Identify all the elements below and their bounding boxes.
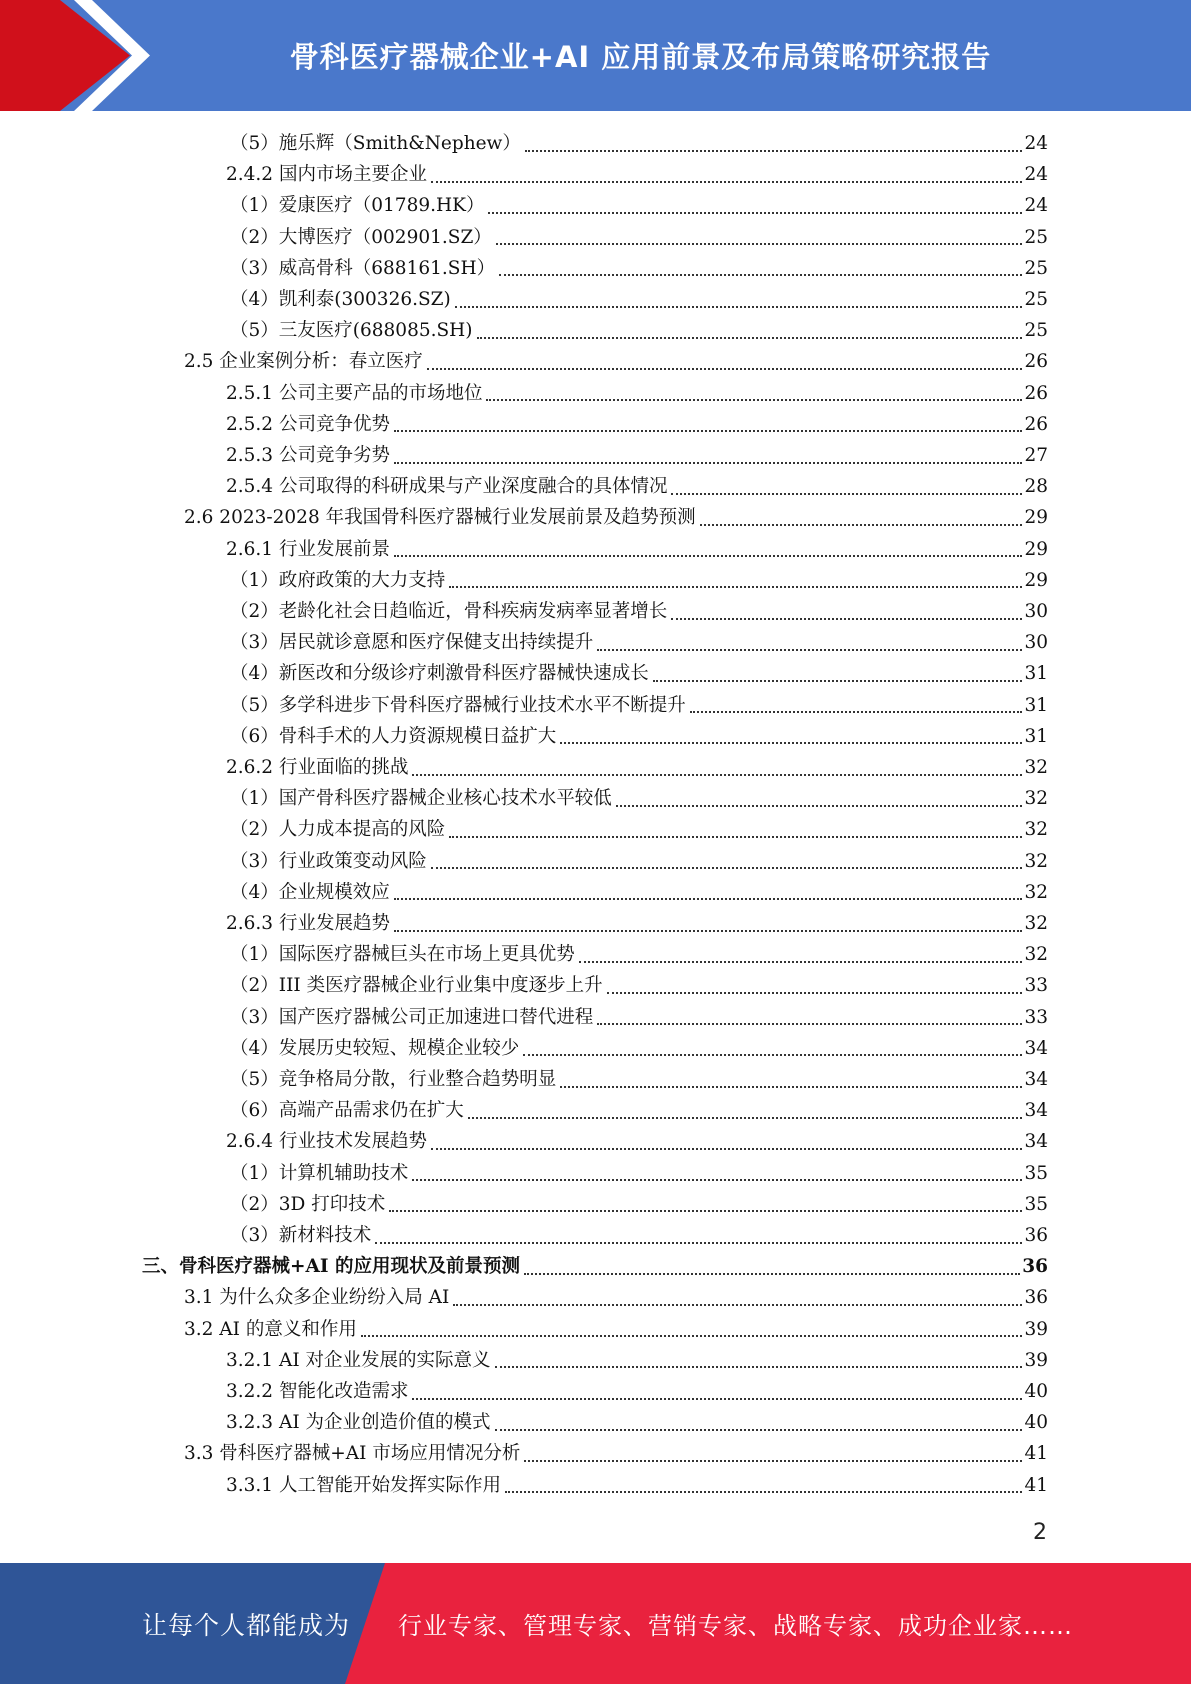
toc-entry-title: （1）爱康医疗（01789.HK） — [230, 195, 485, 217]
toc-entry[interactable] — [226, 440, 1048, 471]
footer-slogan-left: 让每个人都能成为 — [142, 1610, 351, 1640]
toc-entry-title: 3.1 为什么众多企业纷纷入局 AI — [184, 1287, 450, 1309]
toc-entry-title: （1）国产骨科医疗器械企业核心技术水平较低 — [230, 788, 612, 810]
toc-entry-page: 32 — [1024, 913, 1048, 934]
toc-entry-title: 2.5.1 公司主要产品的市场地位 — [226, 382, 483, 404]
toc-entry[interactable] — [226, 1376, 1048, 1407]
toc-entry[interactable] — [230, 658, 1048, 689]
toc-entry-page: 34 — [1024, 1100, 1048, 1122]
toc-entry-title: 2.5.4 公司取得的科研成果与产业深度融合的具体情况 — [226, 476, 668, 498]
toc-entry[interactable] — [230, 1158, 1048, 1189]
toc-entry-page: 36 — [1022, 1256, 1048, 1278]
toc-entry-page: 26 — [1024, 382, 1048, 404]
toc-entry-page: 24 — [1024, 195, 1048, 217]
toc-dot-leader — [394, 898, 1023, 900]
toc-entry[interactable] — [230, 690, 1048, 721]
toc-entry-title: （1）政府政策的大力支持 — [230, 569, 446, 591]
toc-entry[interactable] — [184, 1282, 1048, 1313]
toc-entry-title: （2）III 类医疗器械企业行业集中度逐步上升 — [230, 975, 603, 997]
toc-entry-title: 2.6.4 行业技术发展趋势 — [226, 1131, 427, 1153]
toc-entry-page: 32 — [1024, 788, 1048, 810]
toc-dot-leader — [495, 1366, 1023, 1368]
toc-entry-page: 26 — [1024, 413, 1048, 435]
toc-entry-page: 35 — [1024, 1162, 1048, 1184]
toc-entry-page: 25 — [1024, 226, 1048, 248]
report-title: 骨科医疗器械企业+AI 应用前景及布局策略研究报告 — [289, 40, 992, 74]
toc-entry-title: （3）国产医疗器械公司正加速进口替代进程 — [230, 1006, 594, 1028]
toc-entry[interactable] — [230, 1002, 1048, 1033]
toc-dot-leader — [653, 680, 1023, 682]
toc-entry-title: 2.4.2 国内市场主要企业 — [226, 164, 427, 186]
toc-entry-title: （6）骨科手术的人力资源规模日益扩大 — [230, 725, 557, 747]
toc-entry-title: 3.2.1 AI 对企业发展的实际意义 — [226, 1349, 491, 1371]
toc-entry[interactable] — [230, 284, 1048, 315]
toc-entry-page: 32 — [1024, 881, 1048, 903]
toc-entry[interactable] — [230, 1189, 1048, 1220]
toc-entry[interactable] — [226, 1126, 1048, 1157]
toc-entry-title: 3.3.1 人工智能开始发挥实际作用 — [226, 1474, 501, 1496]
toc-entry-title: （3）威高骨科（688161.SH） — [230, 257, 496, 279]
toc-dot-leader — [523, 1054, 1022, 1056]
toc-entry[interactable] — [184, 346, 1048, 377]
toc-entry-title: 3.2.2 智能化改造需求 — [226, 1381, 409, 1402]
toc-entry-title: 2.6 2023-2028 年我国骨科医疗器械行业发展前景及趋势预测 — [184, 507, 696, 529]
toc-entry[interactable] — [230, 128, 1048, 159]
toc-entry-title: （2）老龄化社会日趋临近，骨科疾病发病率显著增长 — [230, 601, 668, 622]
toc-entry-title: （5）施乐辉（Smith&Nephew） — [230, 133, 521, 154]
toc-dot-leader — [671, 493, 1022, 495]
toc-entry-title: （1）国际医疗器械巨头在市场上更具优势 — [230, 944, 575, 966]
toc-entry-title: （4）新医改和分级诊疗刺激骨科医疗器械快速成长 — [230, 663, 649, 685]
toc-entry[interactable] — [226, 752, 1048, 783]
toc-entry-page: 39 — [1024, 1318, 1048, 1340]
toc-dot-leader — [394, 930, 1022, 932]
toc-entry-title: （4）企业规模效应 — [230, 881, 390, 903]
toc-entry[interactable] — [230, 222, 1048, 253]
toc-entry-page: 27 — [1024, 445, 1048, 466]
toc-dot-leader — [607, 992, 1023, 994]
toc-dot-leader — [453, 1304, 1022, 1306]
toc-entry-page: 41 — [1024, 1474, 1048, 1496]
toc-dot-leader — [486, 399, 1022, 401]
toc-dot-leader — [431, 1148, 1022, 1150]
toc-dot-leader — [389, 1210, 1022, 1212]
toc-entry[interactable] — [230, 877, 1048, 908]
toc-dot-leader — [524, 1273, 1020, 1275]
toc-entry-title: 2.6.2 行业面临的挑战 — [226, 757, 409, 778]
toc-dot-leader — [560, 1086, 1022, 1088]
toc-entry-title: 3.2 AI 的意义和作用 — [184, 1318, 357, 1340]
toc-dot-leader — [525, 150, 1023, 152]
toc-dot-leader — [431, 867, 1023, 869]
toc-entry-title: 2.6.3 行业发展趋势 — [226, 913, 390, 934]
toc-entry[interactable] — [230, 939, 1048, 970]
toc-entry-page: 29 — [1024, 538, 1048, 560]
toc-entry[interactable] — [226, 908, 1048, 939]
toc-dot-leader — [597, 1023, 1022, 1025]
toc-entry-title: （5）竞争格局分散，行业整合趋势明显 — [230, 1069, 557, 1090]
toc-dot-leader — [496, 243, 1023, 245]
toc-entry-page: 32 — [1024, 850, 1048, 872]
toc-entry-page: 30 — [1024, 632, 1048, 654]
toc-entry[interactable] — [230, 846, 1048, 877]
toc-entry-page: 34 — [1024, 1131, 1048, 1153]
toc-dot-leader — [394, 555, 1022, 557]
toc-entry[interactable] — [230, 315, 1048, 346]
toc-entry[interactable] — [226, 409, 1048, 440]
toc-entry[interactable] — [142, 1251, 1048, 1282]
toc-entry-page: 34 — [1024, 1037, 1048, 1059]
toc-dot-leader — [412, 1398, 1022, 1400]
toc-entry-page: 40 — [1024, 1412, 1048, 1434]
toc-entry-page: 31 — [1024, 694, 1048, 716]
toc-entry[interactable] — [230, 627, 1048, 658]
toc-entry-page: 28 — [1024, 476, 1048, 498]
toc-entry-title: （3）行业政策变动风险 — [230, 850, 427, 872]
toc-entry[interactable] — [230, 1220, 1048, 1251]
toc-entry[interactable] — [226, 1345, 1048, 1376]
toc-entry-title: （3）居民就诊意愿和医疗保健支出持续提升 — [230, 632, 594, 654]
footer-slogan-right: 行业专家、管理专家、营销专家、战略专家、成功企业家…… — [398, 1612, 1073, 1640]
toc-entry-title: （5）多学科进步下骨科医疗器械行业技术水平不断提升 — [230, 694, 686, 716]
toc-entry-title: （4）发展历史较短、规模企业较少 — [230, 1037, 520, 1059]
toc-entry-page: 40 — [1024, 1381, 1048, 1402]
toc-entry-title: （6）高端产品需求仍在扩大 — [230, 1100, 464, 1122]
toc-entry[interactable] — [230, 253, 1048, 284]
toc-dot-leader — [361, 1335, 1023, 1337]
toc-dot-leader — [449, 586, 1022, 588]
toc-dot-leader — [477, 337, 1023, 339]
toc-entry-page: 41 — [1024, 1443, 1048, 1465]
toc-entry-title: 3.2.3 AI 为企业创造价值的模式 — [226, 1412, 491, 1434]
toc-entry[interactable] — [226, 534, 1048, 565]
toc-dot-leader — [427, 368, 1023, 370]
toc-entry-page: 25 — [1024, 289, 1048, 310]
toc-entry[interactable] — [230, 1095, 1048, 1126]
toc-dot-leader — [690, 711, 1023, 713]
toc-dot-leader — [468, 1117, 1023, 1119]
toc-dot-leader — [560, 742, 1022, 744]
toc-entry-page: 29 — [1024, 569, 1048, 591]
toc-entry-title: 三、骨科医疗器械+AI 的应用现状及前景预测 — [142, 1256, 520, 1278]
toc-entry-page: 25 — [1024, 257, 1048, 279]
toc-entry[interactable] — [230, 1033, 1048, 1064]
toc-entry-page: 31 — [1024, 725, 1048, 747]
toc-entry[interactable] — [226, 471, 1048, 502]
toc-entry-title: （5）三友医疗(688085.SH) — [230, 320, 473, 342]
toc-dot-leader — [412, 774, 1022, 776]
toc-entry-title: 2.6.1 行业发展前景 — [226, 538, 390, 560]
toc-dot-leader — [700, 524, 1023, 526]
toc-dot-leader — [597, 649, 1022, 651]
toc-dot-leader — [579, 961, 1023, 963]
toc-entry-title: 2.5 企业案例分析：春立医疗 — [184, 351, 423, 373]
toc-entry[interactable] — [226, 159, 1048, 190]
toc-entry[interactable] — [184, 1438, 1048, 1469]
toc-entry-page: 39 — [1024, 1349, 1048, 1371]
toc-entry-page: 33 — [1024, 975, 1048, 997]
toc-entry-page: 31 — [1024, 663, 1048, 685]
toc-entry[interactable] — [230, 970, 1048, 1001]
toc-entry-page: 26 — [1024, 351, 1048, 373]
toc-entry-title: （1）计算机辅助技术 — [230, 1162, 409, 1184]
toc-entry-title: （2）大博医疗（002901.SZ） — [230, 226, 492, 248]
toc-entry-page: 29 — [1024, 507, 1048, 529]
toc-entry-page: 30 — [1024, 601, 1048, 622]
toc-dot-leader — [394, 430, 1022, 432]
toc-dot-leader — [449, 836, 1022, 838]
page-number: 2 — [1033, 1520, 1047, 1545]
toc-entry-title: （2）人力成本提高的风险 — [230, 819, 446, 841]
toc-dot-leader — [375, 1242, 1022, 1244]
toc-entry-page: 36 — [1024, 1225, 1048, 1246]
toc-entry[interactable] — [230, 1064, 1048, 1095]
toc-entry-page: 24 — [1024, 133, 1048, 154]
toc-dot-leader — [505, 1491, 1022, 1493]
toc-dot-leader — [495, 1429, 1023, 1431]
toc-entry-page: 24 — [1024, 164, 1048, 186]
toc-entry[interactable] — [230, 190, 1048, 221]
toc-entry-page: 32 — [1024, 944, 1048, 966]
toc-dot-leader — [431, 181, 1022, 183]
toc-entry[interactable] — [226, 378, 1048, 409]
toc-entry-title: （4）凯利泰(300326.SZ) — [230, 289, 451, 310]
toc-entry[interactable] — [184, 502, 1048, 533]
toc-dot-leader — [455, 306, 1023, 308]
toc-entry-title: 2.5.2 公司竞争优势 — [226, 413, 390, 435]
toc-entry-title: 2.5.3 公司竞争劣势 — [226, 445, 390, 466]
toc-entry-page: 35 — [1024, 1193, 1048, 1215]
toc-entry-page: 34 — [1024, 1069, 1048, 1090]
toc-dot-leader — [499, 274, 1022, 276]
toc-entry[interactable] — [230, 565, 1048, 596]
toc-dot-leader — [412, 1179, 1022, 1181]
toc-entry[interactable] — [230, 814, 1048, 845]
toc-dot-leader — [394, 462, 1022, 464]
toc-dot-leader — [488, 212, 1022, 214]
toc-entry[interactable] — [226, 1470, 1048, 1501]
toc-entry-title: （2）3D 打印技术 — [230, 1193, 386, 1215]
toc-entry-page: 32 — [1024, 819, 1048, 841]
header-red-arrow-icon — [0, 0, 150, 111]
toc-entry-title: 3.3 骨科医疗器械+AI 市场应用情况分析 — [184, 1443, 521, 1465]
toc-entry[interactable] — [230, 721, 1048, 752]
toc-entry-page: 33 — [1024, 1006, 1048, 1028]
toc-entry-page: 25 — [1024, 320, 1048, 342]
toc-entry-title: （3）新材料技术 — [230, 1225, 372, 1246]
toc-entry[interactable] — [230, 596, 1048, 627]
toc-entry[interactable] — [230, 783, 1048, 814]
footer-banner — [0, 1563, 1191, 1684]
header-banner — [0, 0, 1191, 111]
toc-dot-leader — [524, 1460, 1022, 1462]
toc-entry[interactable] — [184, 1314, 1048, 1345]
toc-entry-page: 36 — [1024, 1287, 1048, 1309]
toc-dot-leader — [671, 618, 1022, 620]
toc-dot-leader — [616, 805, 1023, 807]
toc-entry-page: 32 — [1024, 757, 1048, 778]
toc-entry[interactable] — [226, 1407, 1048, 1438]
